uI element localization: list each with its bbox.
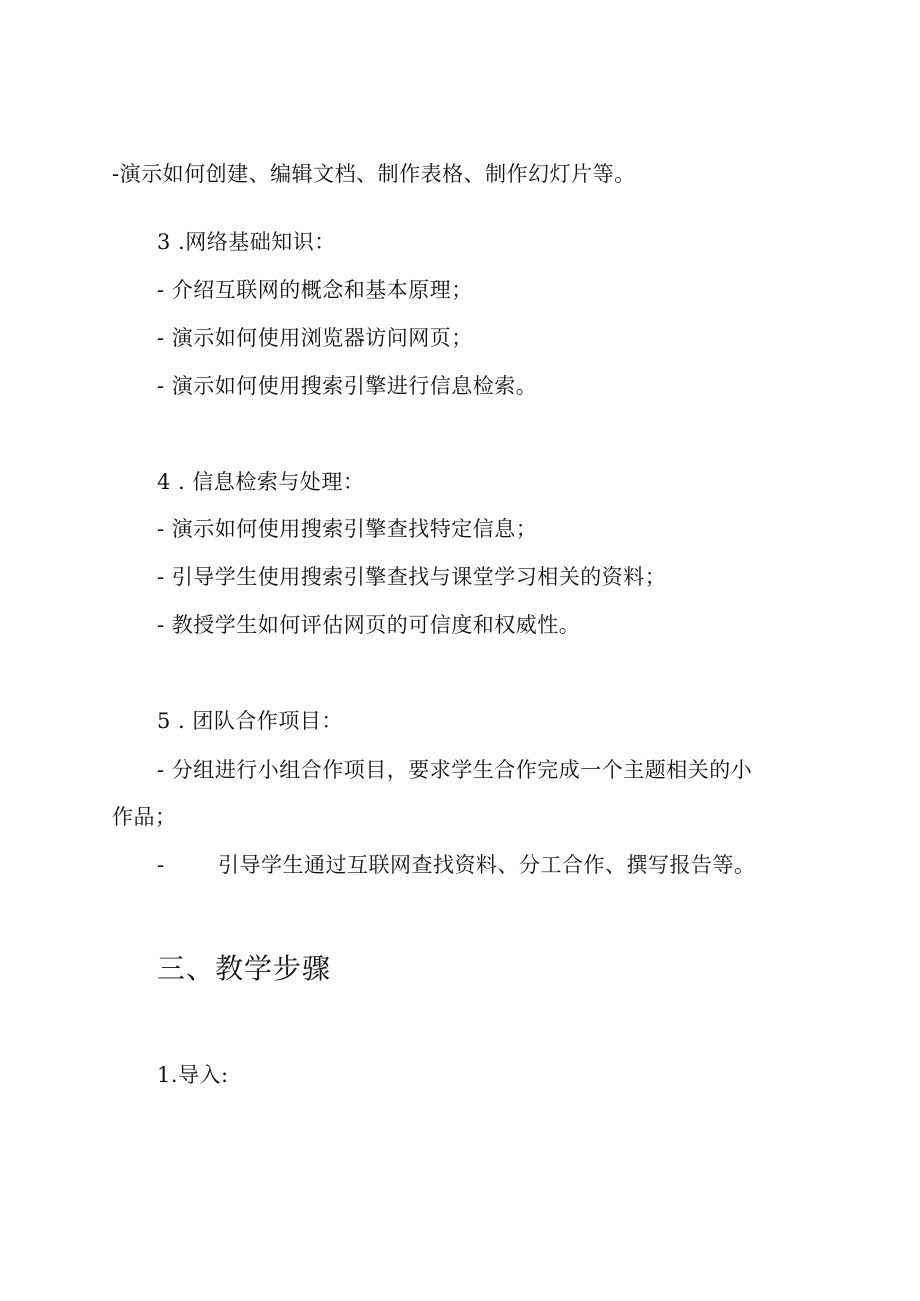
section-heading: 三、教学步骤: [157, 952, 332, 985]
text-line: - 引导学生使用搜索引擎查找与课堂学习相关的资料；: [157, 565, 667, 589]
text-line: - 介绍互联网的概念和基本原理；: [157, 278, 473, 302]
text-line-dash: -: [157, 853, 165, 877]
text-line: -演示如何创建、编辑文档、制作表格、制作幻灯片等。: [112, 162, 636, 186]
list-heading-5: 5 . 团队合作项目：: [157, 709, 343, 733]
text-line: - 分组进行小组合作项目，要求学生合作完成一个主题相关的小: [157, 758, 753, 782]
text-line: 引导学生通过互联网查找资料、分工合作、撰写报告等。: [218, 853, 756, 877]
sub-item-heading: 1.导入:: [157, 1063, 229, 1087]
list-heading-4: 4 . 信息检索与处理：: [157, 470, 365, 494]
text-line-continuation: 作品；: [112, 805, 177, 829]
text-line: - 教授学生如何评估网页的可信度和权威性。: [157, 613, 581, 637]
text-line: - 演示如何使用搜索引擎进行信息检索。: [157, 374, 538, 398]
text-line: - 演示如何使用浏览器访问网页；: [157, 326, 473, 350]
list-heading-3: 3 .网络基础知识：: [157, 230, 336, 254]
text-line: - 演示如何使用搜索引擎查找特定信息；: [157, 517, 538, 541]
